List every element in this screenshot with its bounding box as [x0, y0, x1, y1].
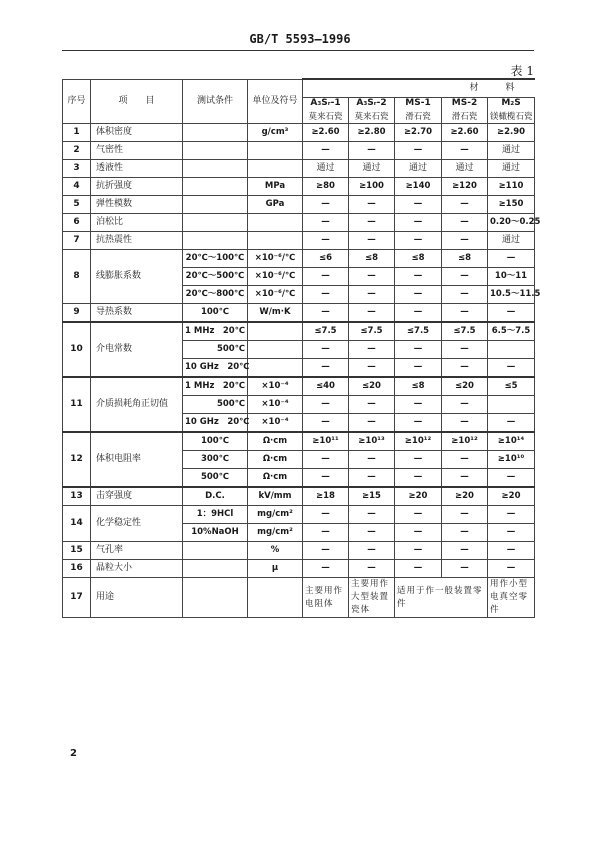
row-unit [248, 160, 303, 178]
value-cell: — [442, 396, 488, 414]
value-cell: — [442, 232, 488, 250]
table-row [63, 214, 535, 232]
value-cell: — [488, 524, 535, 542]
row-number: 1 [63, 124, 91, 142]
row-number: 15 [63, 542, 91, 560]
row-item: 体积密度 [91, 124, 183, 142]
value-cell: — [303, 341, 349, 359]
table-row [63, 304, 535, 323]
value-cell: — [442, 142, 488, 160]
value-cell: 通过 [488, 142, 535, 160]
properties-table [62, 78, 541, 618]
row-item: 泊松比 [91, 214, 183, 232]
value-cell: — [395, 396, 442, 414]
value-cell: ≥18 [303, 487, 349, 506]
value-cell: — [442, 560, 488, 578]
value-cell: ≥150 [488, 196, 535, 214]
value-cell: ≥15 [349, 487, 395, 506]
row-condition [183, 578, 248, 618]
value-cell: — [488, 542, 535, 560]
row-condition [183, 196, 248, 214]
row-condition: 10 GHz 20℃ [183, 414, 248, 433]
row-number: 6 [63, 214, 91, 232]
row-condition [183, 542, 248, 560]
standard-number: GB/T 5593—1996 [249, 32, 351, 46]
value-cell: ≥2.80 [349, 124, 395, 142]
value-cell: — [488, 469, 535, 488]
value-cell: — [303, 396, 349, 414]
row-number: 16 [63, 560, 91, 578]
material-header: M₂S 镁橄榄石瓷 [488, 98, 535, 124]
table-row [63, 578, 535, 618]
row-unit [248, 322, 303, 341]
value-cell: — [349, 451, 395, 469]
row-condition: 300℃ [183, 451, 248, 469]
value-cell: 通过 [303, 160, 349, 178]
row-unit [248, 341, 303, 359]
row-condition: 20℃～100℃ [183, 250, 248, 268]
row-unit: Ω·cm [248, 432, 303, 451]
value-cell: — [395, 560, 442, 578]
row-item: 体积电阻率 [91, 432, 183, 487]
value-cell: — [303, 304, 349, 323]
value-cell: — [442, 268, 488, 286]
value-cell: — [442, 506, 488, 524]
value-cell: ≥2.70 [395, 124, 442, 142]
row-item: 介质损耗角正切值 [91, 377, 183, 432]
value-cell: — [349, 268, 395, 286]
value-cell: — [442, 341, 488, 359]
value-cell: — [395, 524, 442, 542]
value-cell: ≥20 [442, 487, 488, 506]
value-cell: 通过 [488, 232, 535, 250]
value-cell: — [303, 524, 349, 542]
row-number: 5 [63, 196, 91, 214]
row-item: 用途 [91, 578, 183, 618]
value-cell: — [395, 268, 442, 286]
table-row [63, 432, 535, 451]
row-unit: mg/cm² [248, 506, 303, 524]
row-condition: 10%NaOH [183, 524, 248, 542]
row-unit [248, 578, 303, 618]
value-cell: — [303, 268, 349, 286]
row-condition: 500℃ [183, 341, 248, 359]
value-cell: ≥2.90 [488, 124, 535, 142]
value-cell: — [349, 304, 395, 323]
material-header: A₃Sᵣ-2 莫来石瓷 [349, 98, 395, 124]
col-header-materials: 材 料 [303, 79, 535, 98]
value-cell: 通过 [349, 160, 395, 178]
table-row [63, 487, 535, 506]
value-cell: — [303, 542, 349, 560]
value-cell: ≥120 [442, 178, 488, 196]
value-cell: — [442, 214, 488, 232]
value-cell: ≥10¹¹ [303, 432, 349, 451]
table-row [63, 322, 535, 341]
value-cell: ≤8 [349, 250, 395, 268]
row-unit: ×10⁻⁴ [248, 414, 303, 433]
value-cell: ≤20 [349, 377, 395, 396]
value-cell: — [442, 304, 488, 323]
value-cell: — [349, 414, 395, 433]
value-cell: 10～11 [488, 268, 535, 286]
value-cell: — [442, 542, 488, 560]
value-cell: — [349, 359, 395, 378]
value-cell: 6.5～7.5 [488, 322, 535, 341]
value-cell: — [488, 506, 535, 524]
row-unit: mg/cm² [248, 524, 303, 542]
value-cell: 通过 [395, 160, 442, 178]
row-unit: ×10⁻⁴ [248, 377, 303, 396]
value-cell: — [442, 196, 488, 214]
value-cell: — [349, 524, 395, 542]
material-header: A₃Sᵣ-1 莫来石瓷 [303, 98, 349, 124]
value-cell: ≥20 [488, 487, 535, 506]
row-unit: kV/mm [248, 487, 303, 506]
value-cell [488, 341, 535, 359]
value-cell: — [395, 196, 442, 214]
row-condition: 20℃～800℃ [183, 286, 248, 304]
table-row [63, 250, 535, 268]
value-cell: — [349, 542, 395, 560]
row-condition [183, 160, 248, 178]
table-row [63, 232, 535, 250]
row-item: 气孔率 [91, 542, 183, 560]
usage-cell: 主要用作电阻体 [303, 578, 349, 618]
value-cell: — [349, 341, 395, 359]
value-cell: — [395, 232, 442, 250]
row-number: 9 [63, 304, 91, 323]
value-cell: — [303, 142, 349, 160]
row-condition: 100℃ [183, 304, 248, 323]
table-row [63, 560, 535, 578]
value-cell: — [442, 414, 488, 433]
value-cell: — [395, 451, 442, 469]
value-cell: — [303, 286, 349, 304]
value-cell: ≥20 [395, 487, 442, 506]
row-condition [183, 214, 248, 232]
value-cell: — [488, 560, 535, 578]
row-condition [183, 142, 248, 160]
table-row [63, 124, 535, 142]
value-cell: ≤6 [303, 250, 349, 268]
header-rule [62, 50, 534, 51]
row-condition [183, 560, 248, 578]
value-cell: ≥100 [349, 178, 395, 196]
row-unit: Ω·cm [248, 469, 303, 488]
value-cell: ≤8 [395, 250, 442, 268]
row-item: 介电常数 [91, 322, 183, 377]
row-condition [183, 124, 248, 142]
table-row [63, 196, 535, 214]
value-cell: — [349, 142, 395, 160]
row-item: 抗热震性 [91, 232, 183, 250]
value-cell: ≥10¹³ [349, 432, 395, 451]
value-cell: — [349, 560, 395, 578]
value-cell: ≥10¹⁴ [488, 432, 535, 451]
value-cell: ≤8 [395, 377, 442, 396]
value-cell: ≤5 [488, 377, 535, 396]
table-row [63, 542, 535, 560]
usage-cell: 用作小型电真空零件 [488, 578, 535, 618]
row-unit: ×10⁻⁶/℃ [248, 286, 303, 304]
row-number: 17 [63, 578, 91, 618]
row-item: 击穿强度 [91, 487, 183, 506]
row-condition: D.C. [183, 487, 248, 506]
value-cell: — [349, 232, 395, 250]
value-cell: — [395, 304, 442, 323]
col-header-condition: 测试条件 [183, 79, 248, 124]
material-header: MS-2 滑石瓷 [442, 98, 488, 124]
row-condition [183, 178, 248, 196]
value-cell: ≥2.60 [442, 124, 488, 142]
value-cell: ≥2.60 [303, 124, 349, 142]
row-number: 8 [63, 250, 91, 304]
row-item: 线膨胀系数 [91, 250, 183, 304]
value-cell: — [349, 469, 395, 488]
usage-cell: 主要用作大型装置瓷体 [349, 578, 395, 618]
value-cell: — [303, 196, 349, 214]
value-cell: 通过 [442, 160, 488, 178]
value-cell [488, 396, 535, 414]
row-condition: 10 GHz 20℃ [183, 359, 248, 378]
row-unit: ×10⁻⁶/℃ [248, 250, 303, 268]
row-number: 13 [63, 487, 91, 506]
row-unit: % [248, 542, 303, 560]
usage-cell: 适用于作一般装置零件 [395, 578, 488, 618]
row-condition: 1 MHz 20℃ [183, 377, 248, 396]
value-cell: ≤8 [442, 250, 488, 268]
table-row [63, 142, 535, 160]
value-cell: ≥140 [395, 178, 442, 196]
value-cell: — [303, 469, 349, 488]
value-cell: — [303, 560, 349, 578]
row-number: 3 [63, 160, 91, 178]
col-header-item: 项 目 [91, 79, 183, 124]
row-unit: ×10⁻⁶/℃ [248, 268, 303, 286]
value-cell: — [442, 524, 488, 542]
row-unit [248, 359, 303, 378]
table-row [63, 506, 535, 524]
value-cell: ≥80 [303, 178, 349, 196]
row-item: 晶粒大小 [91, 560, 183, 578]
table-row [63, 178, 535, 196]
value-cell: ≤40 [303, 377, 349, 396]
row-number: 10 [63, 322, 91, 377]
page-number: 2 [70, 748, 77, 759]
material-header: MS-1 滑石瓷 [395, 98, 442, 124]
value-cell: — [488, 359, 535, 378]
value-cell: 10.5～11.5 [488, 286, 535, 304]
value-cell: 0.20～0.25 [488, 214, 535, 232]
value-cell: — [395, 341, 442, 359]
value-cell: — [303, 414, 349, 433]
value-cell: — [395, 214, 442, 232]
row-unit [248, 214, 303, 232]
value-cell: — [349, 286, 395, 304]
value-cell: — [488, 250, 535, 268]
table-row [63, 160, 535, 178]
table-label: 表 1 [510, 64, 534, 78]
value-cell: ≤20 [442, 377, 488, 396]
row-item: 气密性 [91, 142, 183, 160]
row-condition: 1：9HCl [183, 506, 248, 524]
value-cell: ≤7.5 [349, 322, 395, 341]
row-item: 抗折强度 [91, 178, 183, 196]
table-row [63, 377, 535, 396]
row-item: 化学稳定性 [91, 506, 183, 542]
value-cell: — [395, 542, 442, 560]
value-cell: — [395, 414, 442, 433]
value-cell: 通过 [488, 160, 535, 178]
value-cell: ≥10¹⁰ [488, 451, 535, 469]
value-cell: — [395, 142, 442, 160]
value-cell: — [303, 451, 349, 469]
row-unit: ×10⁻⁴ [248, 396, 303, 414]
value-cell: — [395, 286, 442, 304]
row-unit: GPa [248, 196, 303, 214]
row-unit: g/cm³ [248, 124, 303, 142]
row-number: 11 [63, 377, 91, 432]
value-cell: ≤7.5 [303, 322, 349, 341]
value-cell: ≥10¹² [395, 432, 442, 451]
row-item: 导热系数 [91, 304, 183, 323]
value-cell: ≥10¹² [442, 432, 488, 451]
value-cell: — [442, 286, 488, 304]
value-cell: — [303, 506, 349, 524]
row-unit [248, 142, 303, 160]
value-cell: — [395, 359, 442, 378]
row-condition: 20℃～500℃ [183, 268, 248, 286]
row-unit: W/m·K [248, 304, 303, 323]
value-cell: — [395, 506, 442, 524]
value-cell: — [488, 414, 535, 433]
row-number: 7 [63, 232, 91, 250]
row-unit [248, 232, 303, 250]
value-cell: — [442, 469, 488, 488]
value-cell: — [303, 232, 349, 250]
value-cell: — [349, 196, 395, 214]
value-cell: — [303, 359, 349, 378]
value-cell: — [442, 451, 488, 469]
row-number: 4 [63, 178, 91, 196]
col-header-no: 序号 [63, 79, 91, 124]
value-cell: — [442, 359, 488, 378]
row-number: 14 [63, 506, 91, 542]
row-item: 透液性 [91, 160, 183, 178]
row-condition: 100℃ [183, 432, 248, 451]
row-number: 12 [63, 432, 91, 487]
row-item: 弹性模数 [91, 196, 183, 214]
value-cell: ≤7.5 [442, 322, 488, 341]
row-condition: 500℃ [183, 396, 248, 414]
value-cell: — [349, 506, 395, 524]
value-cell: — [303, 214, 349, 232]
row-condition: 1 MHz 20℃ [183, 322, 248, 341]
row-number: 2 [63, 142, 91, 160]
value-cell: — [349, 396, 395, 414]
col-header-unit: 单位及符号 [248, 79, 303, 124]
row-condition: 500℃ [183, 469, 248, 488]
row-unit: MPa [248, 178, 303, 196]
value-cell: — [395, 469, 442, 488]
row-unit: μ [248, 560, 303, 578]
row-unit: Ω·cm [248, 451, 303, 469]
row-condition [183, 232, 248, 250]
value-cell: ≤7.5 [395, 322, 442, 341]
value-cell: — [349, 214, 395, 232]
value-cell: ≥110 [488, 178, 535, 196]
value-cell: — [488, 304, 535, 323]
